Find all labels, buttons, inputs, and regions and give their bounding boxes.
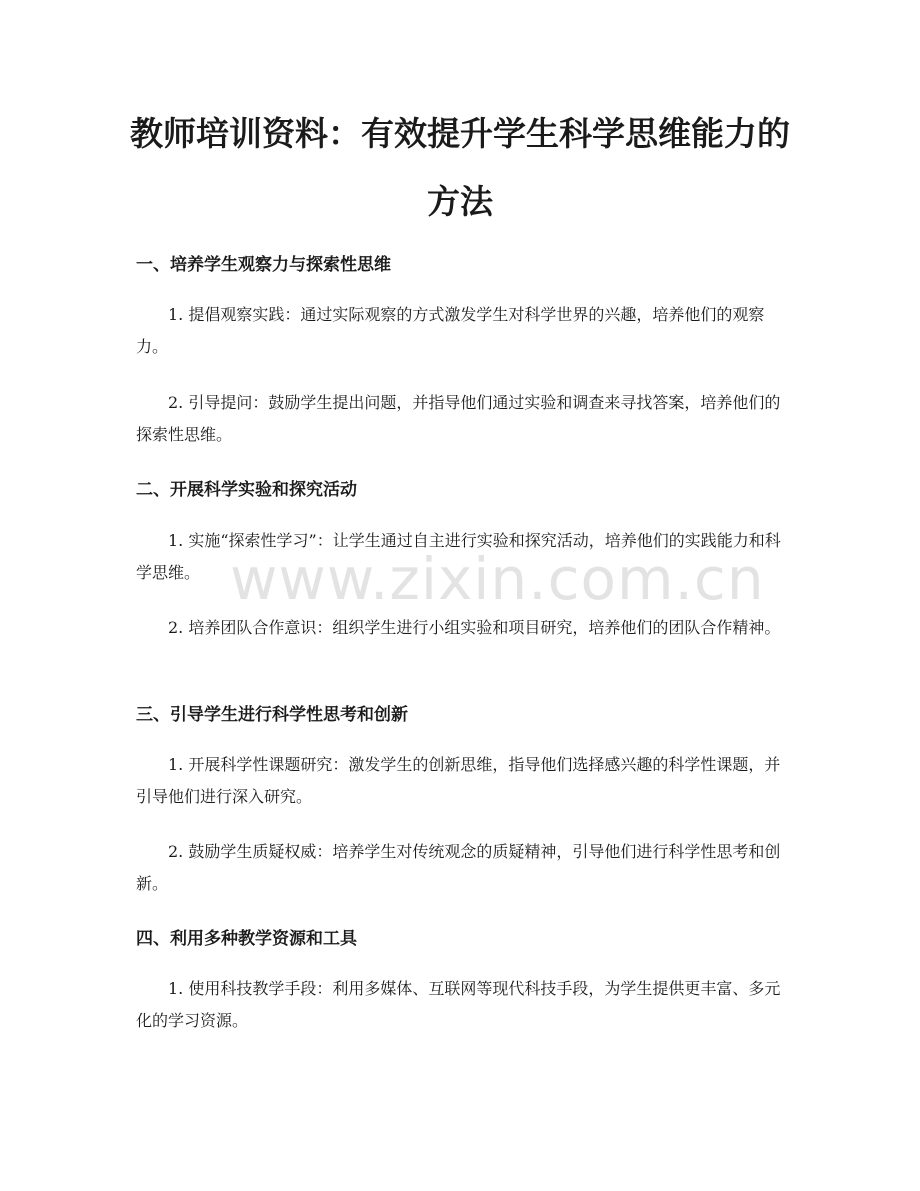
section-2-paragraph-1: 1. 实施“探索性学习”：让学生通过自主进行实验和探究活动，培养他们的实践能力和科学思维。 xyxy=(136,531,781,582)
section-4-paragraph-1: 1. 使用科技教学手段：利用多媒体、互联网等现代科技手段，为学生提供更丰富、多元化的学习资源。 xyxy=(136,979,781,1030)
section-3-paragraph-1: 1. 开展科学性课题研究：激发学生的创新思维，指导他们选择感兴趣的科学性课题，并引导他们进行深入研究。 xyxy=(136,755,781,806)
section-heading-2: 二、开展科学实验和探究活动 xyxy=(136,480,357,500)
document-title: 教师培训资料：有效提升学生科学思维能力的方法 xyxy=(130,114,790,221)
watermark: www.zixin.com.cn xyxy=(230,545,765,613)
section-3-paragraph-2: 2. 鼓励学生质疑权威：培养学生对传统观念的质疑精神，引导他们进行科学性思考和创新。 xyxy=(136,842,781,893)
section-heading-1: 一、培养学生观察力与探索性思维 xyxy=(136,255,391,275)
section-1-paragraph-2: 2. 引导提问：鼓励学生提出问题，并指导他们通过实验和调查来寻找答案，培养他们的探索性思维。 xyxy=(136,393,781,444)
section-1-paragraph-1: 1. 提倡观察实践：通过实际观察的方式激发学生对科学世界的兴趣，培养他们的观察力。 xyxy=(136,305,765,356)
section-heading-4: 四、利用多种教学资源和工具 xyxy=(136,929,357,949)
section-heading-3: 三、引导学生进行科学性思考和创新 xyxy=(136,705,408,725)
section-2-paragraph-2: 2. 培养团队合作意识：组织学生进行小组实验和项目研究，培养他们的团队合作精神。 xyxy=(168,618,781,637)
